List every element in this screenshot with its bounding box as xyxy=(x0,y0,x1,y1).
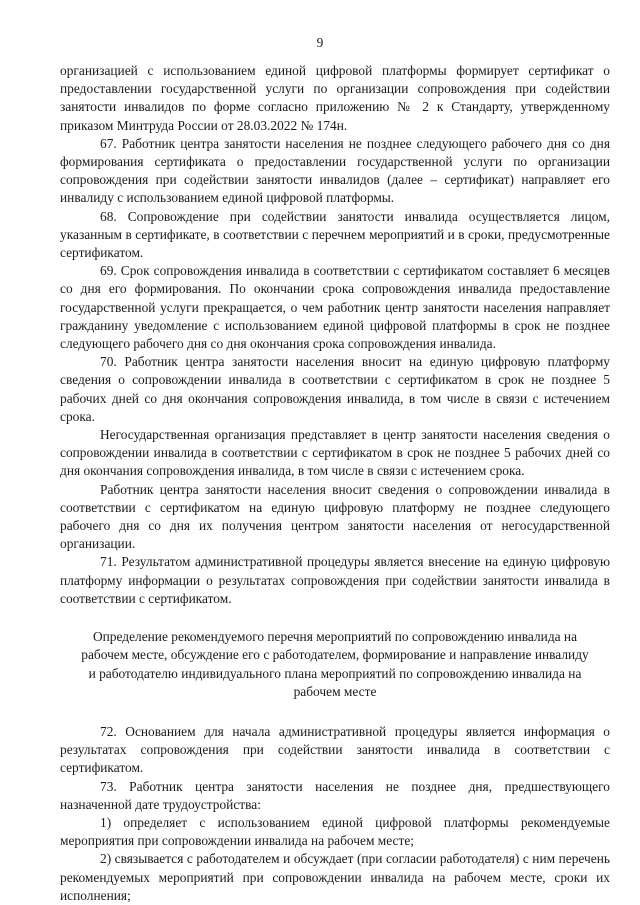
paragraph-67: 67. Работник центра занятости населения не позднее следующего рабочего дня со дня формирования сертификата о предоставлении государственной услуги по организации сопровождения при содействии занятости инвалидов (далее – сертификат) направляет его инвалиду с использованием единой цифровой платформы. xyxy=(60,135,610,206)
paragraph-70-nongovernmental: Негосударственная организация представляет в центр занятости населения сведения о сопровождении инвалида в соответствии с сертификатом в срок не позднее 5 рабочих дней со дня окончания сопровождения инвалида, в том числе в связи с истечением срока. xyxy=(60,427,610,479)
page-number: 9 xyxy=(316,35,324,50)
list-item-2: 2) связывается с работодателем и обсуждает (при согласии работодателя) с ним перечень рекомендуемых мероприятий при сопровождении инвалида на рабочем месте, сроки их исполнения; xyxy=(60,851,610,903)
paragraph-73: 73. Работник центра занятости населения не позднее дня, предшествующего назначенной дате трудоустройства: xyxy=(60,778,610,812)
section-heading: Определение рекомендуемого перечня мероприятий по сопровождению инвалида на рабочем месте, обсуждение его с работодателем, формирование и направление инвалиду и работодателю индивидуального плана мероприятий по сопровождению инвалида на рабочем месте xyxy=(81,629,589,699)
paragraph-71: 71. Результатом административной процедуры является внесение на единую цифровую платформу информации о результатах сопровождения при содействии занятости инвалида в соответствии с сертификатом. xyxy=(60,554,610,606)
paragraph-70-worker: Работник центра занятости населения вносит сведения о сопровождении инвалида в соответствии с сертификатом на единую цифровую платформу не позднее следующего рабочего дня со дня их получения центром занятости населения от негосударственной организации. xyxy=(60,481,610,552)
document-body xyxy=(60,62,610,905)
paragraph-66-continued: организацией с использованием единой цифровой платформы формирует сертификат о предоставлении государственной услуги по организации сопровождения при содействии занятости инвалидов по форме согласно приложению № 2 к Стандарту, утвержденному приказом Минтруда России от 28.03.2022 № 174н. xyxy=(60,63,610,133)
list-item-1: 1) определяет с использованием единой цифровой платформы рекомендуемые мероприятия при сопровождении инвалида на рабочем месте; xyxy=(60,814,610,849)
paragraph-70: 70. Работник центра занятости населения вносит на единую цифровую платформу сведения о сопровождении инвалида в соответствии с сертификатом в срок не позднее 5 рабочих дней со дня окончания сопровождения инвалида, в том числе в связи с истечением срока. xyxy=(60,354,610,424)
paragraph-68: 68. Сопровождение при содействии занятости инвалида осуществляется лицом, указанным в сертификате, в соответствии с перечнем мероприятий и в сроки, предусмотренные сертификатом. xyxy=(60,208,610,261)
paragraph-72: 72. Основанием для начала административной процедуры является информация о результатах сопровождения при содействии занятости инвалида в соответствии с сертификатом. xyxy=(60,723,610,776)
paragraph-69: 69. Срок сопровождения инвалида в соответствии с сертификатом составляет 6 месяцев со дня его формирования. По окончании срока сопровождения инвалида предоставление государственной услуги прекращается, о чем работник центр занятости населения направляет гражданину уведомление с использованием единой цифровой платформы в срок не позднее следующего рабочего дня со дня окончания срока сопровождения инвалида. xyxy=(60,263,610,352)
